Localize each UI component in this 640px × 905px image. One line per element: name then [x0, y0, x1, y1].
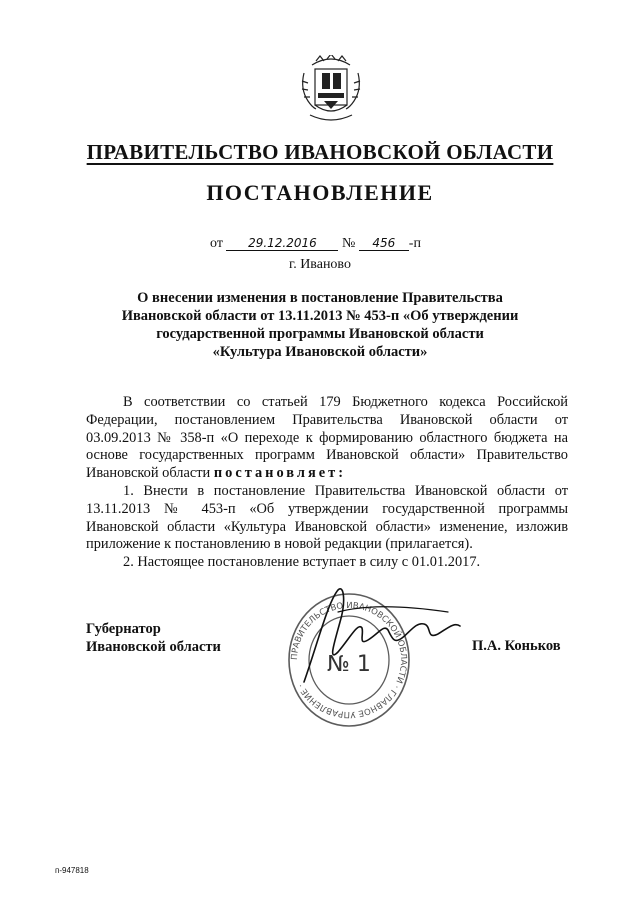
document-body	[86, 394, 568, 572]
date-prefix: от	[210, 236, 223, 251]
preamble-text: В соответствии со статьей 179 Бюджетного кодекса Российской Федерации, постановлением Правительства Ивановской области от 03.09.2013 № 358-п «О переходе к формированию областного бюджета на основе государственных программ Ивановской области» Правительство Ивановской области	[86, 394, 568, 482]
title-line: государственной программы Ивановской области	[156, 326, 484, 342]
title-line: Ивановской области от 13.11.2013 № 453-п «Об утверждении	[121, 308, 519, 324]
document-type: ПОСТАНОВЛЕНИЕ	[206, 180, 434, 205]
document-title	[80, 289, 560, 361]
handwritten-signature	[298, 582, 468, 692]
number-sign: №	[341, 236, 356, 251]
date-number-line	[210, 236, 421, 252]
coat-of-arms-emblem	[298, 55, 364, 125]
signatory-position	[86, 620, 221, 656]
document-date: 29.12.2016	[226, 236, 338, 251]
position-line: Губернатор	[86, 621, 161, 637]
decree-word: постановляет	[213, 465, 339, 482]
position-line: Ивановской области	[86, 639, 221, 655]
signatory-name: П.А. Коньков	[472, 638, 561, 654]
number-suffix: -п	[408, 236, 421, 251]
item-2: 2. Настоящее постановление вступает в силу с 01.01.2017.	[123, 554, 481, 571]
preamble-paragraph	[86, 394, 568, 483]
city: г. Иваново	[289, 257, 351, 272]
stamp-ring-text: ПРАВИТЕЛЬСТВО ИВАНОВСКОЙ ОБЛАСТИ · ГЛАВНОЕ УПРАВЛЕНИЕ ·	[289, 600, 409, 720]
item-1: 1. Внести в постановление Правительства Ивановской области от 13.11.2013 № 453-п «Об утверждении государственной программы Ивановской области «Культура Ивановской области» изменение, изложив приложение к постановлению в новой редакции (прилагается).	[86, 482, 568, 553]
organization-name: ПРАВИТЕЛЬСТВО ИВАНОВСКОЙ ОБЛАСТИ	[86, 140, 554, 164]
footer-code: п-947818	[55, 866, 89, 875]
document-number: 456	[359, 236, 409, 251]
title-line: О внесении изменения в постановление Правительства	[137, 290, 503, 306]
decree-colon: :	[338, 465, 343, 482]
title-line: «Культура Ивановской области»	[212, 344, 428, 360]
stamp-center-text: № 1	[327, 652, 371, 677]
